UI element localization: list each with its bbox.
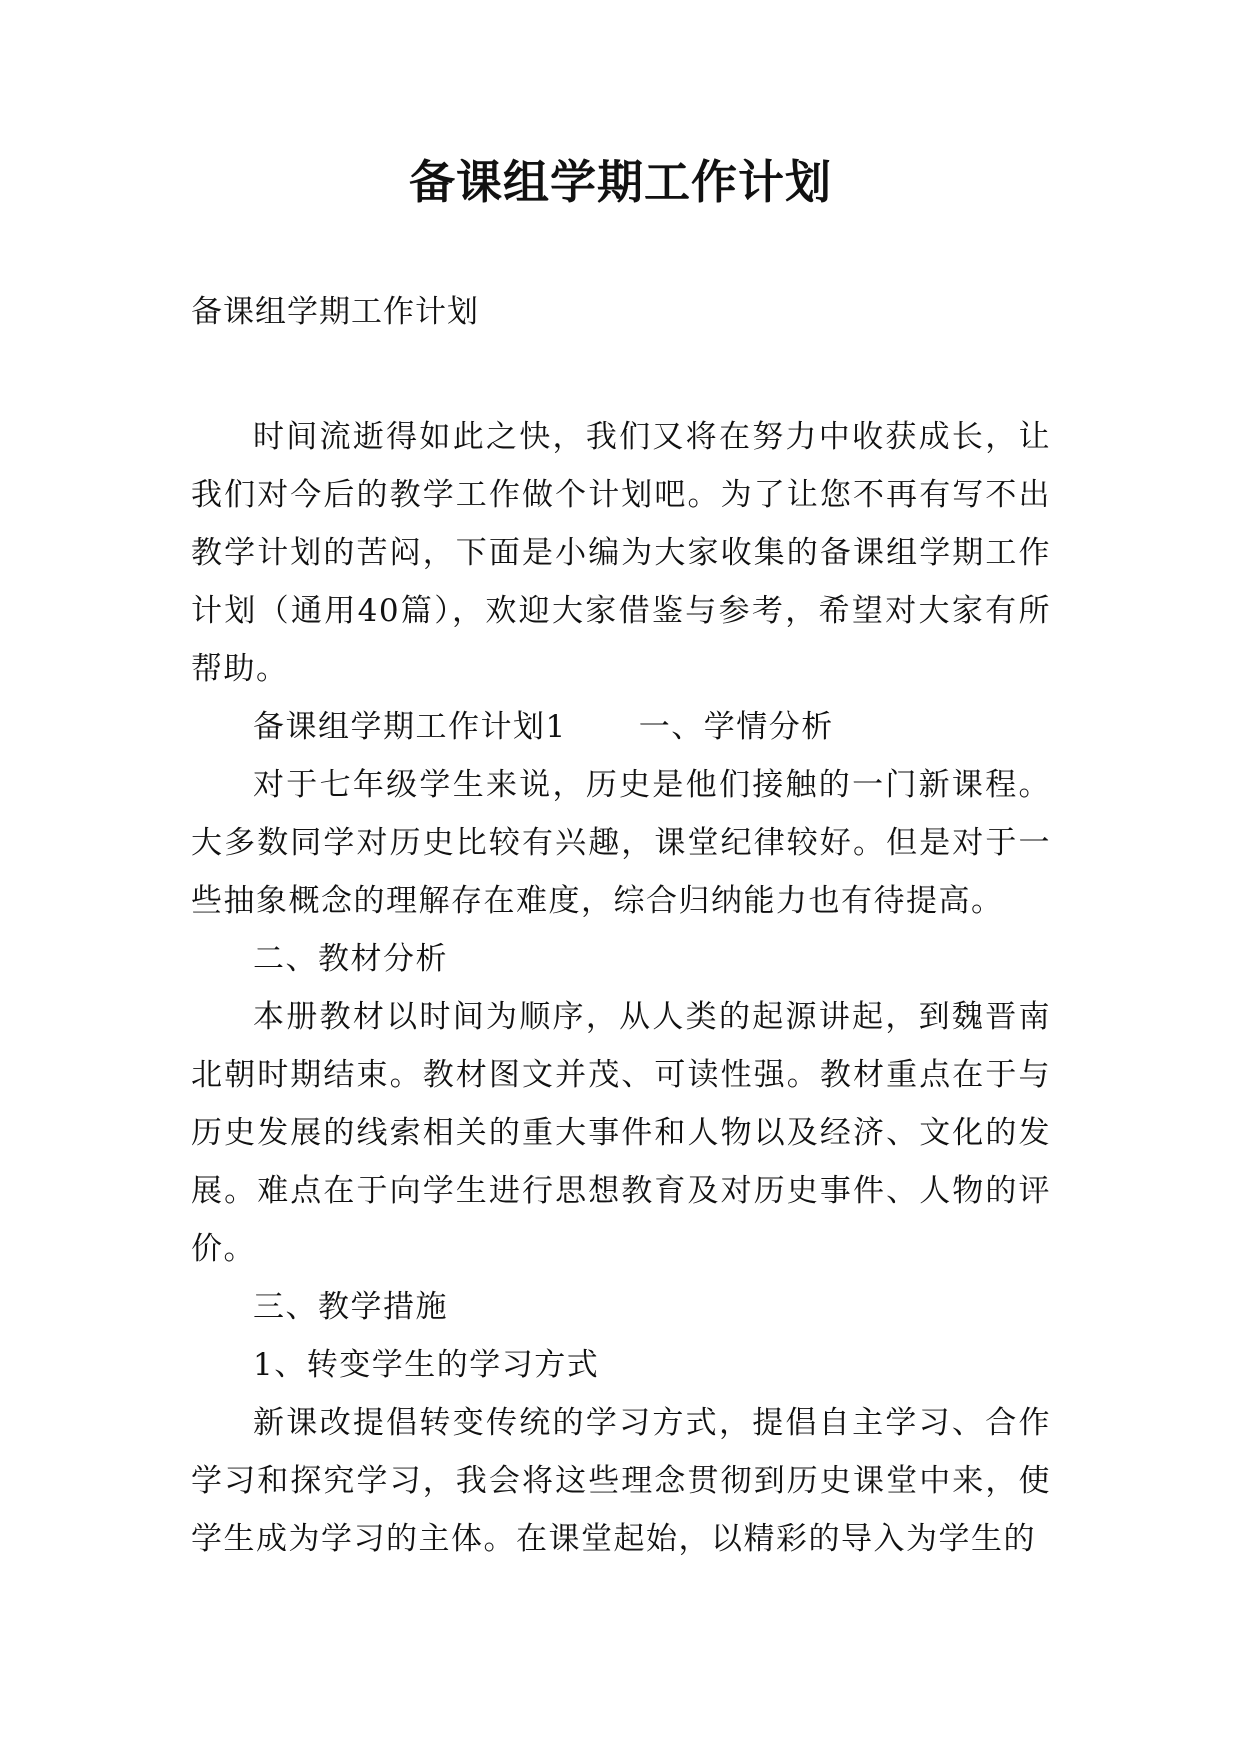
document-title: 备课组学期工作计划	[409, 155, 832, 209]
learning-method-paragraph: 新课改提倡转变传统的学习方式，提倡自主学习、合作学习和探究学习，我会将这些理念贯彻到历史课堂中来，使学生成为学习的主体。在课堂起始，以精彩的导入为学生的	[191, 1405, 1051, 1557]
student-analysis-paragraph: 对于七年级学生来说，历史是他们接触的一门新课程。大多数同学对历史比较有兴趣，课堂纪律较好。但是对于一些抽象概念的理解存在难度，综合归纳能力也有待提高。	[191, 767, 1051, 919]
textbook-analysis-paragraph: 本册教材以时间为顺序，从人类的起源讲起，到魏晋南北朝时期结束。教材图文并茂、可读性强。教材重点在于与历史发展的线索相关的重大事件和人物以及经济、文化的发展。难点在于向学生进行思想教育及对历史事件、人物的评价。	[191, 999, 1051, 1267]
intro-paragraph: 时间流逝得如此之快，我们又将在努力中收获成长，让我们对今后的教学工作做个计划吧。为了让您不再有写不出教学计划的苦闷，下面是小编为大家收集的备课组学期工作计划（通用40篇），欢迎大家借鉴与参考，希望对大家有所帮助。	[191, 419, 1051, 687]
learning-method-heading: 1、转变学生的学习方式	[253, 1347, 600, 1383]
document-subtitle: 备课组学期工作计划	[191, 294, 479, 330]
section-heading-line	[191, 698, 1051, 756]
teaching-measures-heading: 三、教学措施	[253, 1289, 448, 1325]
document-body	[191, 408, 1051, 1568]
section-subheading: 一、学情分析	[638, 709, 834, 745]
textbook-analysis-heading: 二、教材分析	[253, 941, 448, 977]
section-heading: 备课组学期工作计划1	[253, 709, 567, 745]
